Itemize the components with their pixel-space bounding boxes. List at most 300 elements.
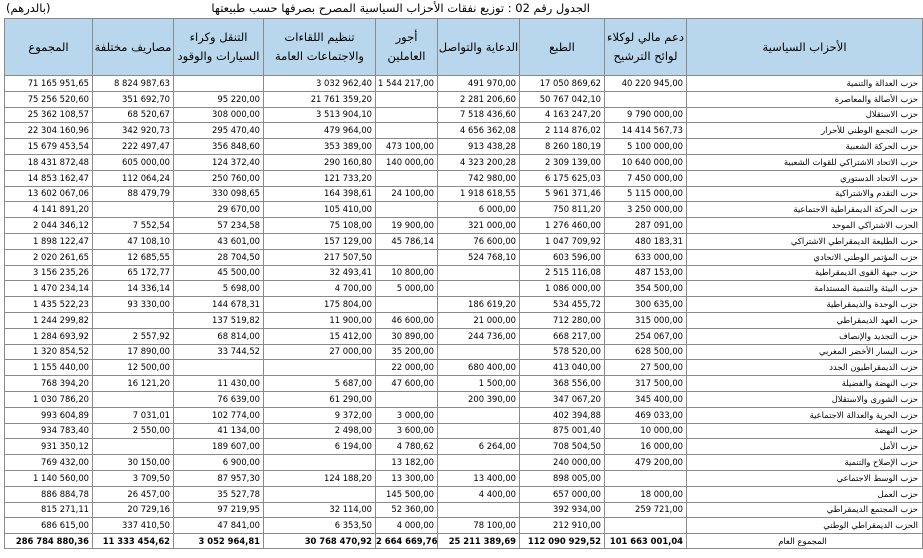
amount-cell: 15 412,00 xyxy=(264,328,376,344)
amount-cell: 898 005,00 xyxy=(520,470,605,486)
party-name-cell: حزب الاستقلال xyxy=(687,107,923,123)
grand-total-label: المجموع العام xyxy=(687,534,923,549)
amount-cell: 43 601,00 xyxy=(174,233,264,249)
amount-cell: 5 687,00 xyxy=(264,376,376,392)
expenses-table xyxy=(4,18,923,549)
amount-cell: 46 600,00 xyxy=(376,312,438,328)
party-name-cell: حزب المجتمع الديمقراطي xyxy=(687,502,923,518)
amount-cell: 259 721,00 xyxy=(605,502,687,518)
amount-cell: 479 964,00 xyxy=(264,123,376,139)
amount-cell xyxy=(605,91,687,107)
amount-cell: 4 780,62 xyxy=(376,439,438,455)
amount-cell: 6 194,00 xyxy=(264,439,376,455)
amount-cell: 479 200,00 xyxy=(605,455,687,471)
amount-cell: 24 100,00 xyxy=(376,186,438,202)
table-row xyxy=(5,265,923,281)
amount-cell: 9 790 000,00 xyxy=(605,107,687,123)
amount-cell xyxy=(376,391,438,407)
amount-cell xyxy=(376,107,438,123)
grand-total-row xyxy=(5,534,923,549)
table-row xyxy=(5,423,923,439)
amount-cell: 17 050 869,62 xyxy=(520,76,605,92)
header-financial-support: دعم مالي لوكلاء لوائح الترشيح xyxy=(605,19,687,76)
amount-cell: 87 957,30 xyxy=(174,470,264,486)
amount-cell: 5 115 000,00 xyxy=(605,186,687,202)
amount-cell: 6 353,50 xyxy=(264,518,376,534)
amount-cell xyxy=(376,170,438,186)
amount-cell: 7 518 436,60 xyxy=(438,107,520,123)
amount-cell: 708 504,50 xyxy=(520,439,605,455)
amount-cell: 95 220,00 xyxy=(174,91,264,107)
amount-cell: 124 188,20 xyxy=(264,470,376,486)
amount-cell: 137 519,82 xyxy=(174,312,264,328)
amount-cell: 534 455,72 xyxy=(520,297,605,313)
amount-cell: 15 679 453,54 xyxy=(5,139,93,155)
amount-cell: 20 729,16 xyxy=(93,502,174,518)
amount-cell: 2 550,00 xyxy=(93,423,174,439)
amount-cell: 4 000,00 xyxy=(376,518,438,534)
party-name-cell: حزب الوحدة والديمقراطية xyxy=(687,297,923,313)
amount-cell: 1 435 522,23 xyxy=(5,297,93,313)
header-wages: أجور العاملين xyxy=(376,19,438,76)
table-row xyxy=(5,233,923,249)
amount-cell: 18 431 872,48 xyxy=(5,154,93,170)
amount-cell: 633 000,00 xyxy=(605,249,687,265)
table-row xyxy=(5,107,923,123)
table-row xyxy=(5,123,923,139)
amount-cell: 7 450 000,00 xyxy=(605,170,687,186)
amount-cell: 71 165 951,65 xyxy=(5,76,93,92)
amount-cell: 5 961 371,46 xyxy=(520,186,605,202)
amount-cell: 469 033,00 xyxy=(605,407,687,423)
party-name-cell: حزب البيئة والتنمية المستدامة xyxy=(687,281,923,297)
table-row xyxy=(5,518,923,534)
amount-cell: 993 604,89 xyxy=(5,407,93,423)
amount-cell: 931 350,12 xyxy=(5,439,93,455)
grand-total-cell: 30 768 470,92 xyxy=(264,534,376,549)
table-row xyxy=(5,139,923,155)
amount-cell xyxy=(93,439,174,455)
amount-cell: 13 400,00 xyxy=(438,470,520,486)
amount-cell xyxy=(376,91,438,107)
table-row xyxy=(5,328,923,344)
amount-cell xyxy=(438,281,520,297)
amount-cell: 68 814,00 xyxy=(174,328,264,344)
amount-cell: 342 920,73 xyxy=(93,123,174,139)
amount-cell: 12 500,00 xyxy=(93,360,174,376)
party-name-cell: الحزب الديمقراطي الوطني xyxy=(687,518,923,534)
amount-cell: 157 129,00 xyxy=(264,233,376,249)
amount-cell: 5 100 000,00 xyxy=(605,139,687,155)
amount-cell: 4 400,00 xyxy=(438,486,520,502)
amount-cell: 40 220 945,00 xyxy=(605,76,687,92)
amount-cell xyxy=(174,76,264,92)
amount-cell: 3 709,50 xyxy=(93,470,174,486)
party-name-cell: حزب الديمقراطيون الجدد xyxy=(687,360,923,376)
header-advertising: الدعاية والتواصل xyxy=(438,19,520,76)
party-name-cell: حزب الاتحاد الدستوري xyxy=(687,170,923,186)
table-row xyxy=(5,407,923,423)
amount-cell: 97 219,95 xyxy=(174,502,264,518)
table-row xyxy=(5,312,923,328)
amount-cell: 1 155 440,00 xyxy=(5,360,93,376)
amount-cell: 321 000,00 xyxy=(438,218,520,234)
amount-cell: 4 163 247,20 xyxy=(520,107,605,123)
amount-cell xyxy=(438,423,520,439)
amount-cell: 1 244 299,82 xyxy=(5,312,93,328)
currency-unit: (بالدرهم) xyxy=(6,1,51,15)
header-misc: مصاريف مختلفة xyxy=(93,19,174,76)
amount-cell: 6 175 625,03 xyxy=(520,170,605,186)
table-row xyxy=(5,455,923,471)
amount-cell xyxy=(264,360,376,376)
table-row xyxy=(5,281,923,297)
amount-cell: 17 890,00 xyxy=(93,344,174,360)
amount-cell: 1 544 217,00 xyxy=(376,76,438,92)
amount-cell: 330 098,65 xyxy=(174,186,264,202)
amount-cell: 4 141 891,20 xyxy=(5,202,93,218)
amount-cell: 13 182,00 xyxy=(376,455,438,471)
amount-cell xyxy=(438,455,520,471)
amount-cell: 3 250 000,00 xyxy=(605,202,687,218)
table-row xyxy=(5,202,923,218)
amount-cell: 35 527,78 xyxy=(174,486,264,502)
party-name-cell: حزب الإصلاح والتنمية xyxy=(687,455,923,471)
amount-cell: 345 400,00 xyxy=(605,391,687,407)
amount-cell xyxy=(93,391,174,407)
amount-cell: 402 394,88 xyxy=(520,407,605,423)
amount-cell: 2 309 139,00 xyxy=(520,154,605,170)
amount-cell: 102 774,00 xyxy=(174,407,264,423)
amount-cell: 21 761 359,20 xyxy=(264,91,376,107)
amount-cell: 5 698,00 xyxy=(174,281,264,297)
amount-cell: 47 841,00 xyxy=(174,518,264,534)
amount-cell: 254 067,00 xyxy=(605,328,687,344)
amount-cell: 175 804,00 xyxy=(264,297,376,313)
amount-cell: 657 000,00 xyxy=(520,486,605,502)
amount-cell: 1 470 234,14 xyxy=(5,281,93,297)
party-name-cell: حزب النهضة والفضيلة xyxy=(687,376,923,392)
party-name-cell: حزب اليسار الأخضر المغربي xyxy=(687,344,923,360)
amount-cell: 11 430,00 xyxy=(174,376,264,392)
amount-cell: 750 811,20 xyxy=(520,202,605,218)
party-name-cell: حزب الأصالة والمعاصرة xyxy=(687,91,923,107)
table-row xyxy=(5,249,923,265)
table-row xyxy=(5,360,923,376)
amount-cell xyxy=(174,360,264,376)
amount-cell: 28 704,50 xyxy=(174,249,264,265)
amount-cell: 356 848,60 xyxy=(174,139,264,155)
party-name-cell: حزب الحركة الشعبية xyxy=(687,139,923,155)
amount-cell: 7 031,01 xyxy=(93,407,174,423)
amount-cell: 1 898 122,47 xyxy=(5,233,93,249)
table-row xyxy=(5,154,923,170)
amount-cell: 768 394,20 xyxy=(5,376,93,392)
amount-cell: 140 000,00 xyxy=(376,154,438,170)
amount-cell: 29 670,00 xyxy=(174,202,264,218)
table-row xyxy=(5,439,923,455)
table-row xyxy=(5,170,923,186)
table-row xyxy=(5,376,923,392)
amount-cell xyxy=(438,265,520,281)
amount-cell: 121 733,20 xyxy=(264,170,376,186)
amount-cell: 12 685,55 xyxy=(93,249,174,265)
amount-cell xyxy=(376,249,438,265)
grand-total-cell: 25 211 389,69 xyxy=(438,534,520,549)
amount-cell: 8 824 987,63 xyxy=(93,76,174,92)
amount-cell: 1 030 786,20 xyxy=(5,391,93,407)
amount-cell: 6 264,00 xyxy=(438,439,520,455)
amount-cell: 487 153,00 xyxy=(605,265,687,281)
party-name-cell: حزب التجمع الوطني للأحرار xyxy=(687,123,923,139)
amount-cell xyxy=(438,502,520,518)
grand-total-cell: 2 664 669,76 xyxy=(376,534,438,549)
amount-cell: 712 280,00 xyxy=(520,312,605,328)
amount-cell: 45 786,14 xyxy=(376,233,438,249)
amount-cell: 668 217,00 xyxy=(520,328,605,344)
amount-cell: 300 635,00 xyxy=(605,297,687,313)
amount-cell xyxy=(376,123,438,139)
table-body xyxy=(5,76,923,534)
amount-cell: 2 020 261,65 xyxy=(5,249,93,265)
amount-cell: 317 500,00 xyxy=(605,376,687,392)
party-name-cell: حزب العمل xyxy=(687,486,923,502)
table-row xyxy=(5,486,923,502)
amount-cell: 26 457,00 xyxy=(93,486,174,502)
amount-cell: 47 108,10 xyxy=(93,233,174,249)
header-meetings: تنظيم اللقاءات والاجتماعات العامة xyxy=(264,19,376,76)
header-printing: الطبع xyxy=(520,19,605,76)
amount-cell: 4 656 362,08 xyxy=(438,123,520,139)
party-name-cell: حزب الحرية والعدالة الاجتماعية xyxy=(687,407,923,423)
table-caption xyxy=(0,0,855,18)
amount-cell: 628 500,00 xyxy=(605,344,687,360)
amount-cell: 308 000,00 xyxy=(174,107,264,123)
amount-cell: 50 767 042,10 xyxy=(520,91,605,107)
amount-cell: 3 032 962,40 xyxy=(264,76,376,92)
amount-cell: 10 000,00 xyxy=(605,423,687,439)
amount-cell: 1 284 693,92 xyxy=(5,328,93,344)
amount-cell: 47 600,00 xyxy=(376,376,438,392)
amount-cell: 14 414 567,73 xyxy=(605,123,687,139)
amount-cell: 35 200,00 xyxy=(376,344,438,360)
table-row xyxy=(5,502,923,518)
amount-cell: 22 000,00 xyxy=(376,360,438,376)
amount-cell: 75 256 520,60 xyxy=(5,91,93,107)
party-name-cell: حزب الحركة الديمقراطية الاجتماعية xyxy=(687,202,923,218)
amount-cell: 3 156 235,26 xyxy=(5,265,93,281)
amount-cell xyxy=(605,470,687,486)
amount-cell: 8 260 180,19 xyxy=(520,139,605,155)
amount-cell: 578 520,00 xyxy=(520,344,605,360)
amount-cell: 105 410,00 xyxy=(264,202,376,218)
amount-cell: 212 910,00 xyxy=(520,518,605,534)
amount-cell: 524 768,10 xyxy=(438,249,520,265)
amount-cell: 742 980,00 xyxy=(438,170,520,186)
party-name-cell: حزب الوسط الاجتماعي xyxy=(687,470,923,486)
amount-cell: 11 900,00 xyxy=(264,312,376,328)
amount-cell: 33 744,52 xyxy=(174,344,264,360)
party-name-cell: حزب التقدم والاشتراكية xyxy=(687,186,923,202)
amount-cell: 4 700,00 xyxy=(264,281,376,297)
amount-cell: 41 134,00 xyxy=(174,423,264,439)
amount-cell: 217 507,50 xyxy=(264,249,376,265)
amount-cell: 603 596,00 xyxy=(520,249,605,265)
amount-cell: 315 000,00 xyxy=(605,312,687,328)
amount-cell xyxy=(438,407,520,423)
amount-cell: 368 556,00 xyxy=(520,376,605,392)
amount-cell xyxy=(264,486,376,502)
party-name-cell: حزب الطليعة الديمقراطي الاشتراكي xyxy=(687,233,923,249)
table-row xyxy=(5,391,923,407)
party-name-cell: حزب العدالة والتنمية xyxy=(687,76,923,92)
amount-cell: 5 000,00 xyxy=(376,281,438,297)
header-row xyxy=(5,19,923,76)
header-total: المجموع xyxy=(5,19,93,76)
amount-cell: 2 114 876,02 xyxy=(520,123,605,139)
amount-cell: 61 290,00 xyxy=(264,391,376,407)
amount-cell: 21 000,00 xyxy=(438,312,520,328)
amount-cell: 76 600,00 xyxy=(438,233,520,249)
amount-cell: 4 323 200,28 xyxy=(438,154,520,170)
amount-cell: 1 500,00 xyxy=(438,376,520,392)
amount-cell: 222 497,47 xyxy=(93,139,174,155)
amount-cell: 27 000,00 xyxy=(264,344,376,360)
amount-cell: 2 044 346,12 xyxy=(5,218,93,234)
party-name-cell: حزب التجديد والإنصاف xyxy=(687,328,923,344)
amount-cell: 6 900,00 xyxy=(174,455,264,471)
grand-total-cell: 3 052 964,81 xyxy=(174,534,264,549)
amount-cell: 10 800,00 xyxy=(376,265,438,281)
amount-cell: 52 360,00 xyxy=(376,502,438,518)
amount-cell xyxy=(93,202,174,218)
amount-cell: 290 160,80 xyxy=(264,154,376,170)
amount-cell: 2 557,92 xyxy=(93,328,174,344)
table-row xyxy=(5,297,923,313)
grand-total-cell: 11 333 454,62 xyxy=(93,534,174,549)
amount-cell: 9 372,00 xyxy=(264,407,376,423)
amount-cell xyxy=(605,518,687,534)
amount-cell: 2 281 206,60 xyxy=(438,91,520,107)
amount-cell: 68 520,67 xyxy=(93,107,174,123)
amount-cell: 19 900,00 xyxy=(376,218,438,234)
amount-cell: 200 390,00 xyxy=(438,391,520,407)
amount-cell: 45 500,00 xyxy=(174,265,264,281)
amount-cell: 354 500,00 xyxy=(605,281,687,297)
amount-cell xyxy=(264,455,376,471)
amount-cell: 1 276 460,00 xyxy=(520,218,605,234)
amount-cell: 124 372,40 xyxy=(174,154,264,170)
table-row xyxy=(5,91,923,107)
party-name-cell: حزب الأمل xyxy=(687,439,923,455)
amount-cell: 6 000,00 xyxy=(438,202,520,218)
grand-total-cell: 112 090 929,52 xyxy=(520,534,605,549)
amount-cell: 32 114,00 xyxy=(264,502,376,518)
table-row xyxy=(5,218,923,234)
amount-cell: 769 432,00 xyxy=(5,455,93,471)
party-name-cell: حزب المؤتمر الوطني الاتحادي xyxy=(687,249,923,265)
amount-cell xyxy=(438,344,520,360)
amount-cell: 88 479,79 xyxy=(93,186,174,202)
party-name-cell: حزب جبهة القوى الديمقراطية xyxy=(687,265,923,281)
amount-cell: 1 918 618,55 xyxy=(438,186,520,202)
amount-cell: 10 640 000,00 xyxy=(605,154,687,170)
party-name-cell: حزب الاتحاد الاشتراكي للقوات الشعبية xyxy=(687,154,923,170)
amount-cell: 76 639,00 xyxy=(174,391,264,407)
grand-total-cell: 101 663 001,04 xyxy=(605,534,687,549)
amount-cell: 392 934,00 xyxy=(520,502,605,518)
amount-cell: 65 172,77 xyxy=(93,265,174,281)
amount-cell: 78 100,00 xyxy=(438,518,520,534)
amount-cell: 22 304 160,96 xyxy=(5,123,93,139)
amount-cell: 14 336,14 xyxy=(93,281,174,297)
amount-cell: 1 320 854,52 xyxy=(5,344,93,360)
amount-cell: 1 140 560,00 xyxy=(5,470,93,486)
amount-cell: 112 064,24 xyxy=(93,170,174,186)
amount-cell: 164 398,61 xyxy=(264,186,376,202)
amount-cell: 491 970,00 xyxy=(438,76,520,92)
amount-cell: 244 736,00 xyxy=(438,328,520,344)
amount-cell xyxy=(93,312,174,328)
header-parties: الأحزاب السياسية xyxy=(687,19,923,76)
amount-cell: 13 602 067,06 xyxy=(5,186,93,202)
amount-cell: 413 040,00 xyxy=(520,360,605,376)
amount-cell: 75 108,00 xyxy=(264,218,376,234)
amount-cell: 2 515 116,08 xyxy=(520,265,605,281)
amount-cell: 3 600,00 xyxy=(376,423,438,439)
amount-cell: 18 000,00 xyxy=(605,486,687,502)
party-name-cell: حزب النهضة xyxy=(687,423,923,439)
amount-cell: 30 890,00 xyxy=(376,328,438,344)
amount-cell: 473 100,00 xyxy=(376,139,438,155)
amount-cell: 353 389,00 xyxy=(264,139,376,155)
amount-cell: 25 362 108,57 xyxy=(5,107,93,123)
party-name-cell: الحزب الاشتراكي الموحد xyxy=(687,218,923,234)
amount-cell: 240 000,00 xyxy=(520,455,605,471)
amount-cell: 351 692,70 xyxy=(93,91,174,107)
amount-cell xyxy=(376,202,438,218)
amount-cell: 57 234,58 xyxy=(174,218,264,234)
amount-cell: 1 086 000,00 xyxy=(520,281,605,297)
amount-cell: 145 500,00 xyxy=(376,486,438,502)
header-transport: التنقل وكراء السيارات والوقود xyxy=(174,19,264,76)
amount-cell: 27 500,00 xyxy=(605,360,687,376)
party-name-cell: حزب العهد الديمقراطي xyxy=(687,312,923,328)
amount-cell: 2 498,00 xyxy=(264,423,376,439)
amount-cell: 186 619,20 xyxy=(438,297,520,313)
amount-cell: 295 470,40 xyxy=(174,123,264,139)
amount-cell: 913 438,28 xyxy=(438,139,520,155)
amount-cell xyxy=(376,297,438,313)
grand-total-cell: 286 784 880,36 xyxy=(5,534,93,549)
amount-cell: 3 513 904,10 xyxy=(264,107,376,123)
amount-cell: 605 000,00 xyxy=(93,154,174,170)
amount-cell: 287 091,00 xyxy=(605,218,687,234)
amount-cell: 16 121,20 xyxy=(93,376,174,392)
amount-cell: 680 400,00 xyxy=(438,360,520,376)
amount-cell: 189 607,00 xyxy=(174,439,264,455)
amount-cell: 13 300,00 xyxy=(376,470,438,486)
amount-cell: 875 001,40 xyxy=(520,423,605,439)
amount-cell: 7 552,54 xyxy=(93,218,174,234)
amount-cell: 30 150,00 xyxy=(93,455,174,471)
amount-cell: 347 067,20 xyxy=(520,391,605,407)
table-row xyxy=(5,76,923,92)
amount-cell: 14 853 162,47 xyxy=(5,170,93,186)
amount-cell: 934 783,40 xyxy=(5,423,93,439)
amount-cell: 3 000,00 xyxy=(376,407,438,423)
amount-cell: 886 884,78 xyxy=(5,486,93,502)
